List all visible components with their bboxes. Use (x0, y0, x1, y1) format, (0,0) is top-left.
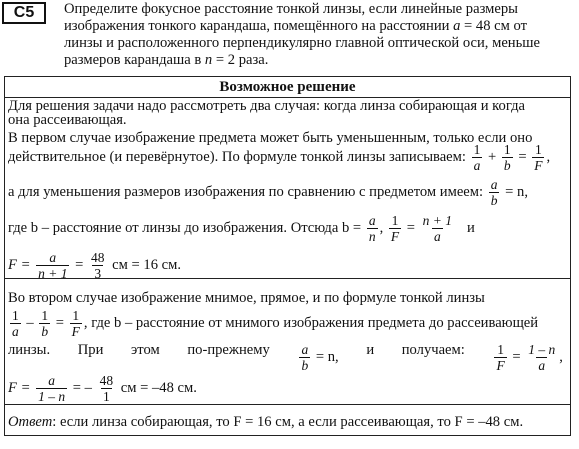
fraction (36, 373, 67, 404)
fraction (299, 342, 310, 373)
numerator: a (48, 373, 55, 388)
fraction (70, 308, 82, 339)
fraction (494, 342, 506, 373)
divider (5, 404, 570, 405)
denominator: F (496, 358, 505, 373)
fraction (421, 213, 454, 244)
text: где b – расстояние от линзы до изображения. Отсюда b = (8, 219, 362, 236)
op: = (512, 348, 521, 365)
numerator: a (368, 213, 376, 228)
text: по-прежнему (187, 342, 270, 358)
var-a: a (453, 18, 461, 34)
fraction (472, 142, 483, 173)
numerator: 48 (91, 250, 105, 265)
answer-text: : если линза собирающая, то F = 16 см, а если рассеивающая, то F = –48 см. (52, 414, 524, 430)
solution-line: Во втором случае изображение мнимое, прямое, и по формуле тонкой линзы (8, 290, 485, 306)
solution-line-b: где b – расстояние от линзы до изображения. Отсюда b = $\frac{a}{n}$ , $\frac{1}{F}$ = $\frac{n + 1}{a}$ и (8, 213, 475, 244)
denominator: b (503, 158, 511, 173)
denominator: b (41, 324, 49, 339)
numerator: 1 (503, 142, 511, 157)
numerator: 1 (41, 308, 49, 323)
task-number-badge: C5 (2, 2, 46, 24)
task-line (64, 18, 574, 35)
text: этом (131, 342, 160, 358)
numerator: n + 1 (422, 213, 453, 228)
text: F = (8, 256, 31, 273)
task-statement (64, 1, 574, 69)
denominator: 3 (94, 266, 102, 281)
fraction (389, 213, 401, 244)
denominator: F (390, 229, 400, 244)
task-line (64, 52, 574, 69)
text: и (366, 342, 375, 358)
text: линзы. (8, 342, 51, 358)
solution-line: Для решения задачи надо рассмотреть два случая: когда линза собирающая и когда (8, 98, 525, 114)
numerator: 1 (391, 213, 399, 228)
text: При (77, 342, 104, 358)
numerator: 1 – n (528, 342, 556, 357)
text: = n, (505, 183, 528, 200)
numerator: 1 (497, 342, 504, 357)
op: – (26, 314, 34, 331)
numerator: a (301, 342, 309, 357)
task-line: Определите фокусное расстояние тонкой линзы, если линейные размеры (64, 1, 518, 17)
text: изображения тонкого карандаша, помещённого на расстоянии (64, 18, 454, 34)
denominator: a (538, 358, 546, 373)
text: см = 16 см. (112, 256, 181, 273)
op: = (406, 219, 416, 236)
answer-label: Ответ (8, 414, 53, 430)
solution-line-ratio (8, 177, 528, 208)
text: = 2 раза. (212, 52, 269, 68)
solution-title: Возможное решение (5, 77, 570, 98)
text: = n, (315, 348, 339, 365)
denominator: a (473, 158, 481, 173)
ratio-expression (297, 342, 338, 373)
text: = 48 см от (460, 18, 528, 34)
denominator: a (433, 229, 441, 244)
denominator: 1 (102, 389, 110, 404)
numerator: a (490, 177, 498, 192)
numerator: 48 (99, 373, 114, 388)
fraction (526, 342, 557, 373)
solution-line-lens2 (8, 308, 538, 339)
denominator: a (12, 324, 19, 339)
solution-line-f2 (8, 373, 197, 404)
fraction (489, 177, 500, 208)
solution-line-f1 (8, 250, 181, 281)
task-line: линзы и расположенного перпендикулярно главной оптической оси, меньше (64, 35, 540, 51)
solution-box (4, 76, 571, 436)
numerator: a (49, 250, 57, 265)
numerator: 1 (534, 142, 542, 157)
denominator: F (71, 324, 80, 339)
fraction (502, 142, 513, 173)
var-n: n (204, 52, 213, 68)
op: + (488, 148, 497, 165)
numerator: 1 (12, 308, 19, 323)
solution-line: В первом случае изображение предмета может быть уменьшенным, только если оно (8, 130, 533, 146)
denominator: 1 – n (38, 389, 66, 404)
fraction (367, 213, 378, 244)
numerator: 1 (72, 308, 80, 323)
op: = (518, 148, 527, 165)
op: = (55, 314, 64, 331)
text: получаем: (401, 342, 465, 358)
solution-line-justified (8, 342, 563, 373)
text: действительное (и перевёрнутое). По формуле тонкой линзы записываем: (8, 148, 466, 165)
op: = – (72, 379, 92, 396)
solution-line-thin-lens: действительное (и перевёрнутое). По формуле тонкой линзы записываем: $\frac{1}{a}$ + $\frac{1}{b}$ = $\frac{1}{F}$ , (8, 142, 551, 173)
fraction (98, 373, 116, 404)
text: см = –48 см. (120, 379, 197, 396)
fraction (89, 250, 107, 281)
text: а для уменьшения размеров изображения по сравнению с предметом имеем: (8, 183, 484, 200)
text: , где b – расстояние от мнимого изображения предмета до рассеивающей (83, 314, 539, 331)
denominator: b (301, 358, 309, 373)
divider (5, 278, 570, 279)
numerator: 1 (473, 142, 481, 157)
text: и (467, 219, 475, 236)
op: = (75, 256, 84, 273)
text: размеров карандаша в (64, 52, 205, 68)
denominator: n (368, 229, 376, 244)
fraction (10, 308, 21, 339)
fraction (39, 308, 50, 339)
answer-line (8, 414, 523, 431)
denominator: F (534, 158, 543, 173)
fraction (532, 142, 544, 173)
solution-line: она рассеивающая. (8, 112, 127, 128)
result-expression: $\frac{1}{F}$ = $\frac{1 - n}{a}$ , (496, 342, 563, 373)
fraction (36, 250, 69, 281)
denominator: n + 1 (38, 266, 68, 281)
text: F = (8, 379, 31, 396)
denominator: b (490, 193, 498, 208)
